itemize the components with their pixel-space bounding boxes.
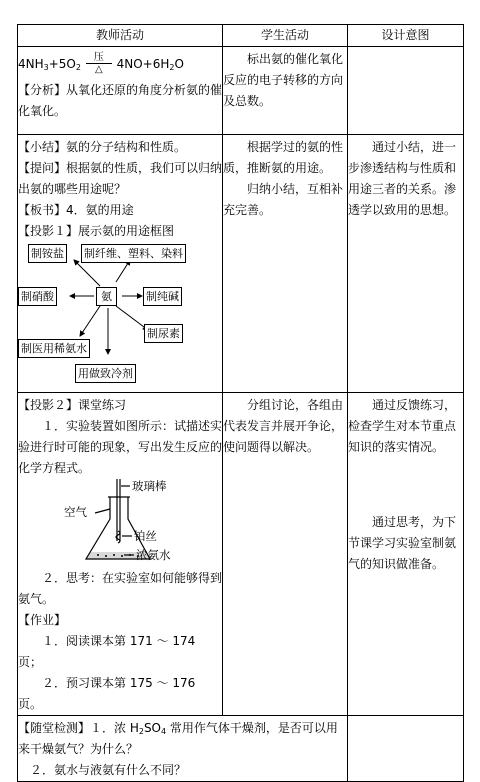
eq-sub: 2 [75, 63, 81, 72]
board-text: 【板书】4．氨的用途 [18, 203, 134, 217]
teacher-cell-3 [18, 393, 223, 716]
eq-sub: 3 [43, 63, 49, 72]
row-catalytic-oxidation [18, 47, 464, 135]
flask-drawing [18, 479, 210, 565]
quiz-intent-cell [348, 716, 464, 782]
intent-cell-3 [348, 393, 464, 716]
row-class-exercise [18, 393, 464, 716]
student-text-2b: 归纳小结，互相补充完善。 [223, 182, 344, 217]
quiz-q1-mid: SO [143, 721, 161, 735]
homework-item-2: ２．预习课本第 175 ～ 176 页。 [18, 676, 196, 711]
analysis-text: 【分析】从氧化还原的角度分析氨的催化氧化。 [18, 83, 223, 118]
quiz-sub: 4 [161, 727, 167, 736]
eq-sub: 2 [169, 63, 175, 72]
question-text: 【提问】根据氨的性质，我们可以归纳出氨的哪些用途呢？ [18, 161, 223, 196]
apparatus-figure [18, 479, 222, 565]
use-fiber-plastic-dye: 制纤维、塑料、染料 [81, 244, 186, 263]
intent-text-3b: 通过思考，为下节课学习实验室制氨气的知识做准备。 [348, 515, 457, 571]
teacher-cell-2 [18, 135, 223, 393]
use-ammonium-salt: 制铵盐 [28, 244, 67, 263]
header-student: 学生活动 [223, 25, 348, 47]
intent-text-3a: 通过反馈练习，检查学生对本节重点知识的落实情况。 [348, 398, 457, 454]
exercise-q1: １．实验装置如图所示：试描述实验进行时可能的现象，写出发生反应的化学方程式。 [18, 419, 223, 475]
quiz-q1-pre: 【随堂检测】１．浓 H [18, 721, 139, 735]
use-soda-ash: 制纯碱 [143, 287, 182, 306]
quiz-q1-post: 常用作气体干燥剂，是否可以用来干燥氨气？为什么？ [18, 721, 338, 756]
eq-lhs-a: 4NH [18, 57, 44, 71]
center-ammonia: 氨 [96, 287, 117, 306]
eq-lhs-b: +5O [48, 57, 76, 71]
summary-text: 【小结】氨的分子结构和性质。 [18, 140, 187, 154]
exercise-q2: ２．思考：在实验室如何能够得到氨气。 [18, 571, 223, 606]
student-cell-1 [223, 47, 348, 135]
use-urea: 制尿素 [144, 324, 183, 343]
header-row [18, 25, 464, 47]
intent-text-2: 通过小结，进一步渗透结构与性质和用途三者的关系。渗透学以致用的思想。 [348, 140, 457, 217]
homework-item-1: １．阅读课本第 171 ～ 174 页； [18, 634, 196, 669]
use-medical-ammonia-water: 制医用稀氨水 [18, 339, 90, 358]
uses-diagram [18, 244, 222, 392]
projection-text: 【投影１】展示氨的用途框图 [18, 224, 175, 238]
row-ammonia-uses [18, 135, 464, 393]
row-quiz [18, 716, 464, 782]
intent-cell-2 [348, 135, 464, 393]
label-air: 空气 [64, 505, 87, 519]
quiz-q1 [18, 718, 347, 760]
student-text-3: 分组讨论，各组由代表发言并展开争论，使问题得以解决。 [223, 398, 344, 454]
homework-heading: 【作业】 [18, 613, 67, 627]
condition-top: 压 [93, 52, 104, 63]
quiz-q2: ２．氨水与液氨有什么不同？ [30, 763, 187, 777]
quiz-cell [18, 716, 348, 782]
teacher-cell-1 [18, 47, 223, 135]
use-refrigerant: 用做致冷剂 [75, 364, 136, 383]
lesson-plan-table [17, 24, 464, 782]
label-conc-ammonia: 浓氨水 [136, 548, 171, 562]
projection2-text: 【投影２】课堂练习 [18, 398, 127, 412]
eq-rhs-tail: O [174, 57, 184, 71]
eq-rhs: 4NO+6H [116, 57, 170, 71]
intent-cell-1 [348, 47, 464, 135]
student-text-2a: 根据学过的氨的性质，推断氨的用途。 [223, 140, 344, 175]
student-text-1: 标出氨的催化氧化反应的电子转移的方向及总数。 [223, 52, 344, 108]
label-platinum-wire: 铂丝 [134, 529, 157, 543]
student-cell-3 [223, 393, 348, 716]
quiz-sub: 2 [138, 727, 144, 736]
label-glass-rod: 玻璃棒 [132, 479, 167, 493]
reaction-equation [18, 47, 222, 76]
student-cell-2 [223, 135, 348, 393]
condition-bottom: △ [94, 64, 103, 75]
header-intent: 设计意图 [348, 25, 464, 47]
header-teacher: 教师活动 [18, 25, 223, 47]
use-nitric-acid: 制硝酸 [18, 287, 57, 306]
reaction-condition [86, 52, 112, 75]
